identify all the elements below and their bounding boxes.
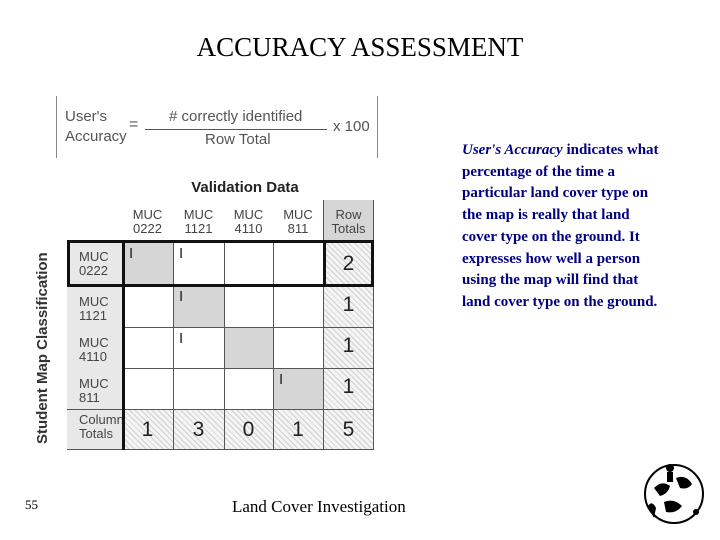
column-header — [122, 200, 173, 241]
column-total: 0 — [242, 418, 255, 441]
formula-multiplier: x 100 — [333, 118, 370, 135]
tally-mark: I — [179, 245, 184, 262]
column-header-line2: 811 — [287, 221, 309, 236]
column-header-line1: Row — [335, 207, 362, 222]
tally-mark: I — [279, 371, 284, 388]
grid-line — [122, 368, 374, 369]
column-total: 1 — [141, 418, 154, 441]
row-header — [67, 286, 122, 327]
column-header-line2: 4110 — [234, 221, 263, 236]
column-header-line1: MUC — [233, 207, 264, 222]
tally-mark: I — [129, 245, 134, 262]
footer-text: Land Cover Investigation — [232, 497, 406, 516]
users-accuracy-description — [462, 140, 662, 314]
row-header — [67, 368, 122, 409]
row-header-line2: 1121 — [79, 308, 107, 323]
column-totals-label-line1: Column — [79, 412, 124, 427]
column-header-line1: MUC — [183, 207, 214, 222]
row-header — [67, 327, 122, 368]
error-matrix — [67, 200, 374, 450]
row-total: 2 — [342, 252, 355, 275]
row-header-divider — [122, 241, 125, 450]
validation-data-label: Validation Data — [191, 179, 299, 196]
column-totals-label — [67, 409, 122, 450]
row-header-line2: 811 — [79, 390, 100, 405]
row-total: 1 — [342, 293, 355, 316]
formula-lhs-line1: User's — [65, 108, 108, 125]
grid-line — [122, 327, 374, 328]
tally-mark: I — [179, 288, 184, 305]
row-header-line2: 0222 — [79, 263, 108, 278]
description-body: indicates what percentage of the time a particular land cover type on the map is really that land cover type on the ground. It expresses how well a person using the map will find that land cover type on the ground. — [462, 142, 659, 310]
row-header-line1: MUC — [79, 294, 109, 309]
row-header-line1: MUC — [79, 376, 109, 391]
student-map-classification-label: Student Map Classification — [34, 252, 51, 444]
row-header-line1: MUC — [79, 335, 109, 350]
row-header-line1: MUC — [79, 249, 109, 264]
row-total: 1 — [342, 334, 355, 357]
highlight-total-border — [323, 240, 374, 287]
column-header — [224, 200, 273, 241]
diag-cell-4110 — [224, 327, 273, 368]
column-totals-label-line2: Totals — [79, 426, 113, 441]
column-header-line2: Totals — [331, 221, 366, 236]
description-lead: User's Accuracy — [462, 142, 563, 158]
formula-lhs-line2: Accuracy — [65, 128, 127, 145]
slide-title: ACCURACY ASSESSMENT — [196, 32, 524, 62]
formula-equals: = — [129, 116, 139, 133]
column-header-line2: 0222 — [133, 221, 162, 236]
column-header — [173, 200, 224, 241]
column-header-line1: MUC — [283, 207, 313, 222]
column-total: 3 — [192, 418, 205, 441]
users-accuracy-formula — [56, 96, 378, 158]
row-header-line2: 4110 — [79, 349, 107, 364]
column-total: 1 — [292, 418, 304, 441]
page-number: 55 — [25, 497, 38, 512]
formula-denominator: Row Total — [205, 131, 271, 148]
globe-logo-icon — [640, 458, 708, 526]
tally-mark: I — [179, 330, 184, 347]
column-header-line2: 1121 — [184, 221, 213, 236]
row-total: 1 — [342, 375, 355, 398]
column-header-row-totals — [323, 200, 374, 241]
formula-lhs — [65, 107, 127, 147]
column-header-line1: MUC — [132, 207, 163, 222]
grand-total: 5 — [342, 418, 355, 441]
formula-fraction-bar — [145, 129, 327, 130]
formula-numerator: # correctly identified — [169, 108, 303, 125]
column-header — [273, 200, 323, 241]
